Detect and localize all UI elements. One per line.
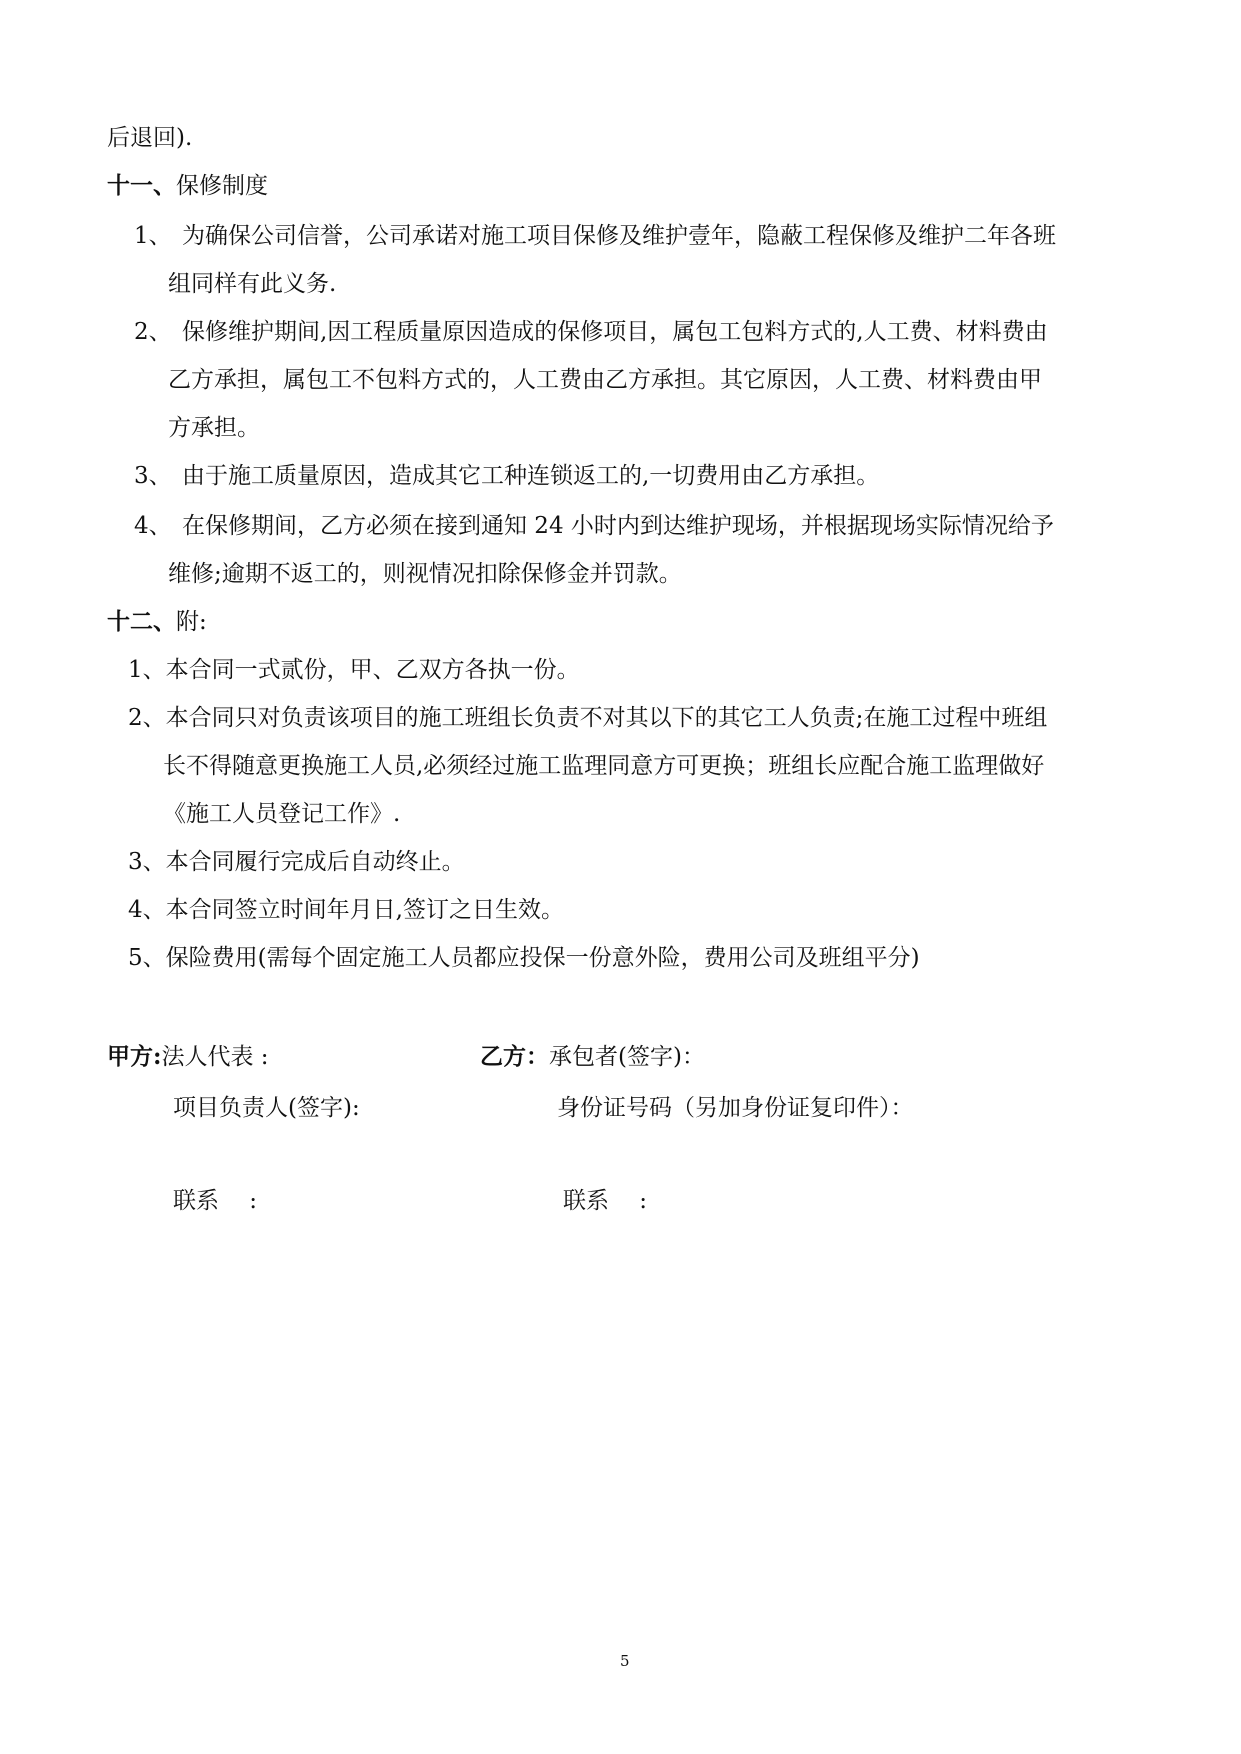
- party-a-contact: 联系 :: [173, 1188, 258, 1214]
- page-number: 5: [620, 1652, 630, 1670]
- section-12-item-1: 1、本合同一式贰份，甲、乙双方各执一份。: [128, 657, 580, 683]
- item-number: 1、: [134, 223, 172, 249]
- item-line: 长不得随意更换施工人员,必须经过施工监理同意方可更换；班组长应配合施工监理做好: [163, 753, 1045, 779]
- section-12-item-5: 5、保险费用(需每个固定施工人员都应投保一份意外险，费用公司及班组平分): [128, 945, 920, 971]
- party-b-id-number: 身份证号码（另加身份证复印件）：: [557, 1095, 914, 1121]
- item-number: 3、: [134, 463, 172, 489]
- section-11-heading: [107, 172, 268, 200]
- item-line: 维修;逾期不返工的，则视情况扣除保修金并罚款。: [168, 561, 682, 587]
- item-line: 在保修期间，乙方必须在接到通知 24 小时内到达维护现场，并根据现场实际情况给予: [182, 513, 1054, 539]
- item-line: 《施工人员登记工作》.: [163, 801, 401, 827]
- party-b-label: 乙方：: [480, 1043, 549, 1070]
- section-12-heading: [107, 608, 207, 636]
- party-a-signature-line: [107, 1043, 269, 1071]
- section-11-title: 保修制度: [176, 173, 268, 199]
- item-line: 保修维护期间,因工程质量原因造成的保修项目，属包工包料方式的,人工费、材料费由: [182, 319, 1048, 345]
- party-b-contractor: 承包者(签字)：: [549, 1044, 705, 1070]
- item-line: 2、本合同只对负责该项目的施工班组长负责不对其以下的其它工人负责;在施工过程中班组: [128, 705, 1048, 731]
- party-a-project-manager: 项目负责人(签字):: [173, 1095, 360, 1121]
- party-a-representative: 法人代表 :: [161, 1044, 269, 1070]
- item-line: 由于施工质量原因，造成其它工种连锁返工的,一切费用由乙方承担。: [182, 463, 880, 489]
- party-b-contact: 联系 :: [563, 1188, 648, 1214]
- item-line: 乙方承担，属包工不包料方式的，人工费由乙方承担。其它原因，人工费、材料费由甲: [168, 367, 1042, 393]
- party-b-signature-line: [480, 1043, 705, 1071]
- section-12-title: 附:: [176, 609, 207, 635]
- section-12-item-3: 3、本合同履行完成后自动终止。: [128, 849, 465, 875]
- item-line: 组同样有此义务.: [168, 271, 337, 297]
- section-11-number: 十一、: [107, 172, 176, 199]
- item-line: 为确保公司信誉，公司承诺对施工项目保修及维护壹年，隐蔽工程保修及维护二年各班: [182, 223, 1056, 249]
- section-12-number: 十二、: [107, 608, 176, 635]
- intro-tail: 后退回).: [107, 125, 193, 151]
- item-number: 2、: [134, 319, 172, 345]
- item-number: 4、: [134, 513, 172, 539]
- section-12-item-4: 4、本合同签立时间年月日,签订之日生效。: [128, 897, 564, 923]
- party-a-label: 甲方:: [107, 1043, 162, 1070]
- item-line: 方承担。: [168, 415, 260, 441]
